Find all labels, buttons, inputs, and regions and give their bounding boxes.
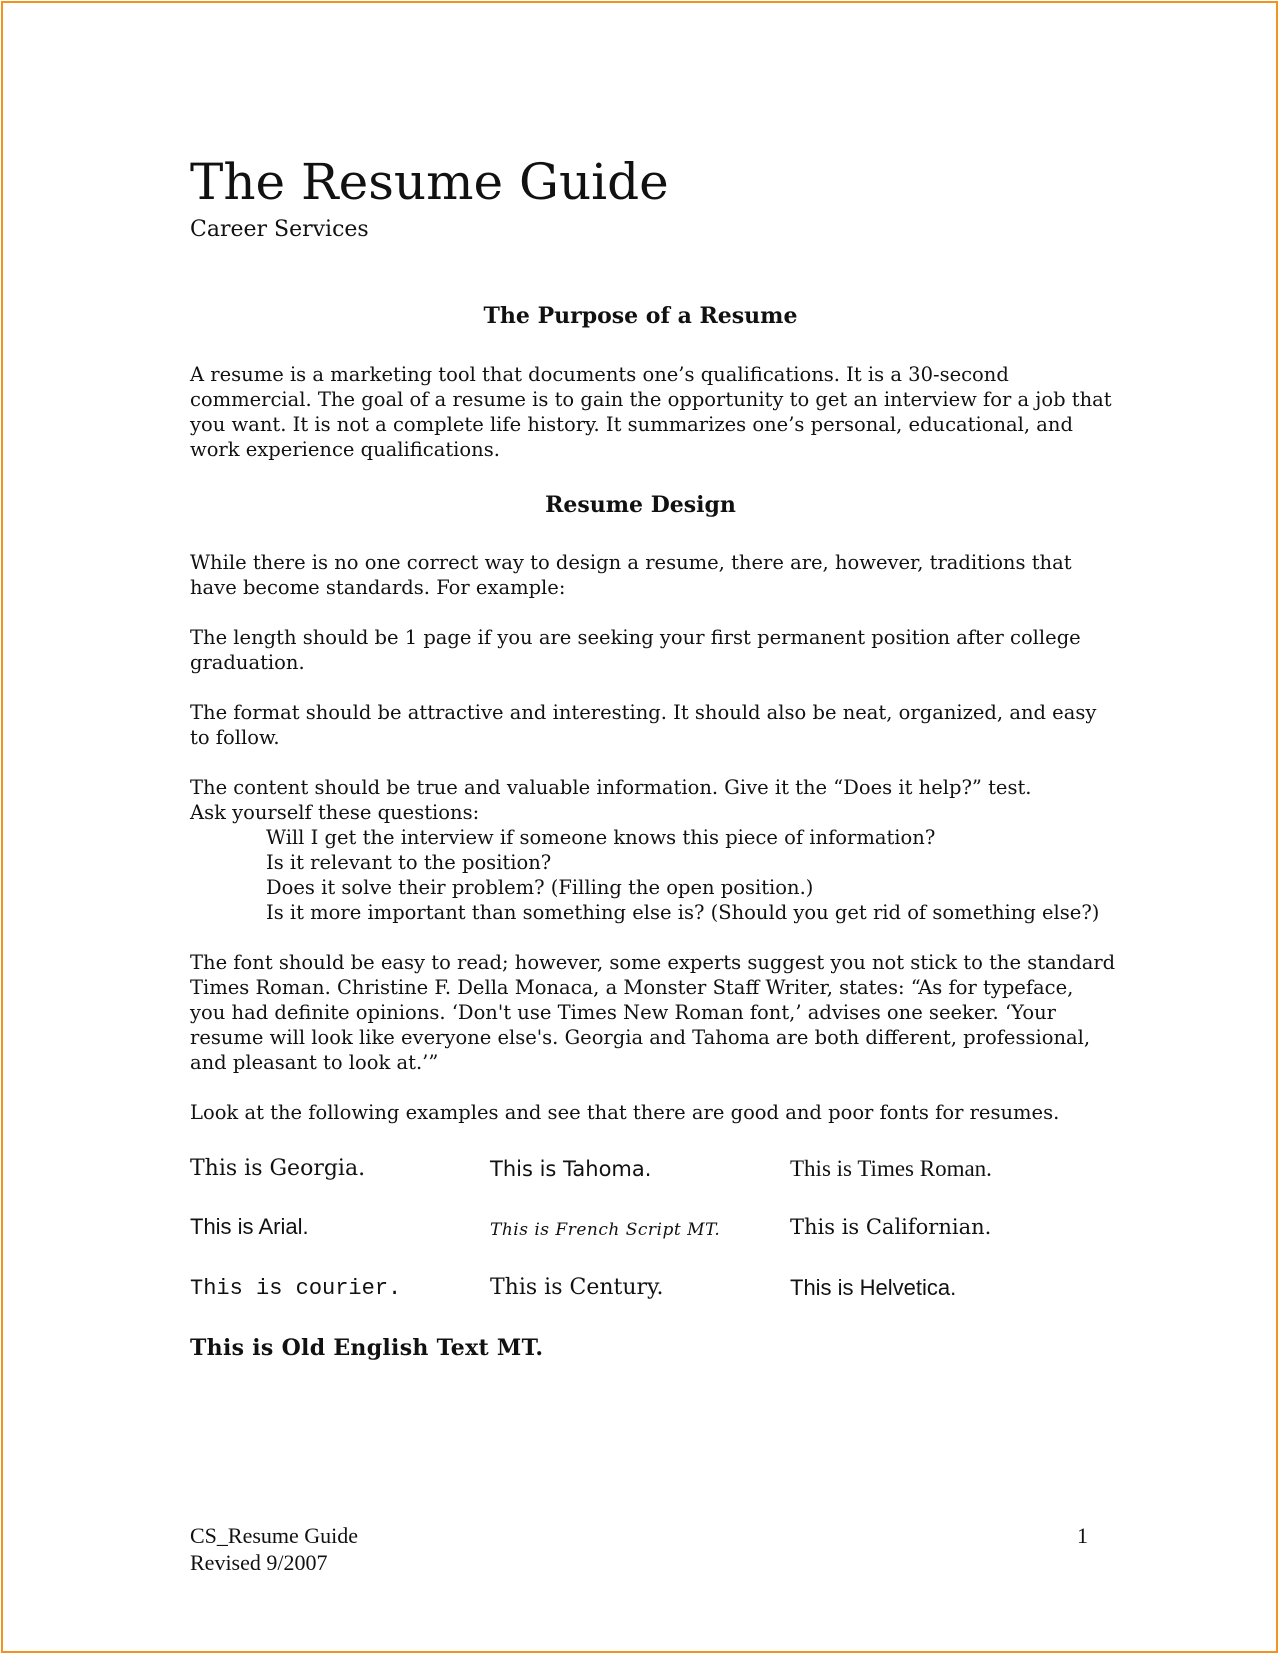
purpose-heading [0,302,1281,330]
design-heading-text: Resume Design [545,492,736,518]
purpose-heading-text: The Purpose of a Resume [483,303,798,329]
examples-intro [190,1100,1095,1125]
example-century: This is Century. [490,1275,664,1300]
paragraph-line: have become standards. For example: [190,576,566,599]
paragraph-line: you want. It is not a complete life history. It summarizes one’s personal, educational, and [190,413,1073,436]
paragraph-line: to follow. [190,726,280,749]
design-intro-paragraph [190,550,1095,600]
paragraph-line: Times Roman. Christine F. Della Monaca, a Monster Staff Writer, states: “As for typeface, [190,976,1074,999]
page-subtitle: Career Services [190,217,369,242]
paragraph-line: resume will look like everyone else's. Georgia and Tahoma are both different, professional, [190,1026,1091,1049]
question-item: Is it relevant to the position? [266,851,552,874]
content-paragraph [190,775,1100,925]
paragraph-line: Look at the following examples and see that there are good and poor fonts for resumes. [190,1101,1060,1124]
paragraph-line: graduation. [190,651,305,674]
footer-doc-name: CS_Resume Guide [190,1523,359,1548]
font-paragraph [190,950,1116,1075]
question-item: Is it more important than something else is? (Should you get rid of something else?) [266,901,1100,924]
format-paragraph [190,700,1095,750]
example-courier: This is courier. [190,1276,402,1301]
page-title: The Resume Guide [190,153,669,211]
example-times-roman: This is Times Roman. [790,1156,992,1181]
example-georgia: This is Georgia. [190,1156,366,1181]
example-helvetica: This is Helvetica. [790,1275,957,1300]
paragraph-line: work experience qualifications. [190,438,500,461]
example-californian: This is Californian. [790,1215,992,1239]
example-old-english: This is Old English Text MT. [190,1335,544,1361]
paragraph-line: commercial. The goal of a resume is to gain the opportunity to get an interview for a job that [190,388,1112,411]
footer-revised: Revised 9/2007 [190,1550,328,1575]
paragraph-line: The length should be 1 page if you are seeking your first permanent position after college [190,626,1081,649]
paragraph-line: The content should be true and valuable information. Give it the “Does it help?” test. [190,776,1032,799]
paragraph-line: The font should be easy to read; however, some experts suggest you not stick to the standard [190,951,1116,974]
paragraph-line: Ask yourself these questions: [190,801,480,824]
question-item: Does it solve their problem? (Filling the open position.) [266,876,814,899]
example-arial: This is Arial. [190,1214,309,1239]
paragraph-line: and pleasant to look at.’” [190,1051,439,1074]
example-french-script: This is French Script MT. [490,1220,721,1240]
length-paragraph [190,625,1095,675]
paragraph-line: A resume is a marketing tool that documents one’s qualifications. It is a 30-second [190,363,1009,386]
page-number: 1 [1077,1523,1088,1548]
paragraph-line: The format should be attractive and interesting. It should also be neat, organized, and easy [190,701,1097,724]
paragraph-line: you had definite opinions. ‘Don't use Times New Roman font,’ advises one seeker. ‘Your [190,1001,1056,1024]
question-item: Will I get the interview if someone knows this piece of information? [266,826,936,849]
paragraph-line: While there is no one correct way to design a resume, there are, however, traditions that [190,551,1072,574]
design-heading [0,491,1281,519]
example-tahoma: This is Tahoma. [490,1157,652,1181]
purpose-paragraph [190,362,1112,462]
